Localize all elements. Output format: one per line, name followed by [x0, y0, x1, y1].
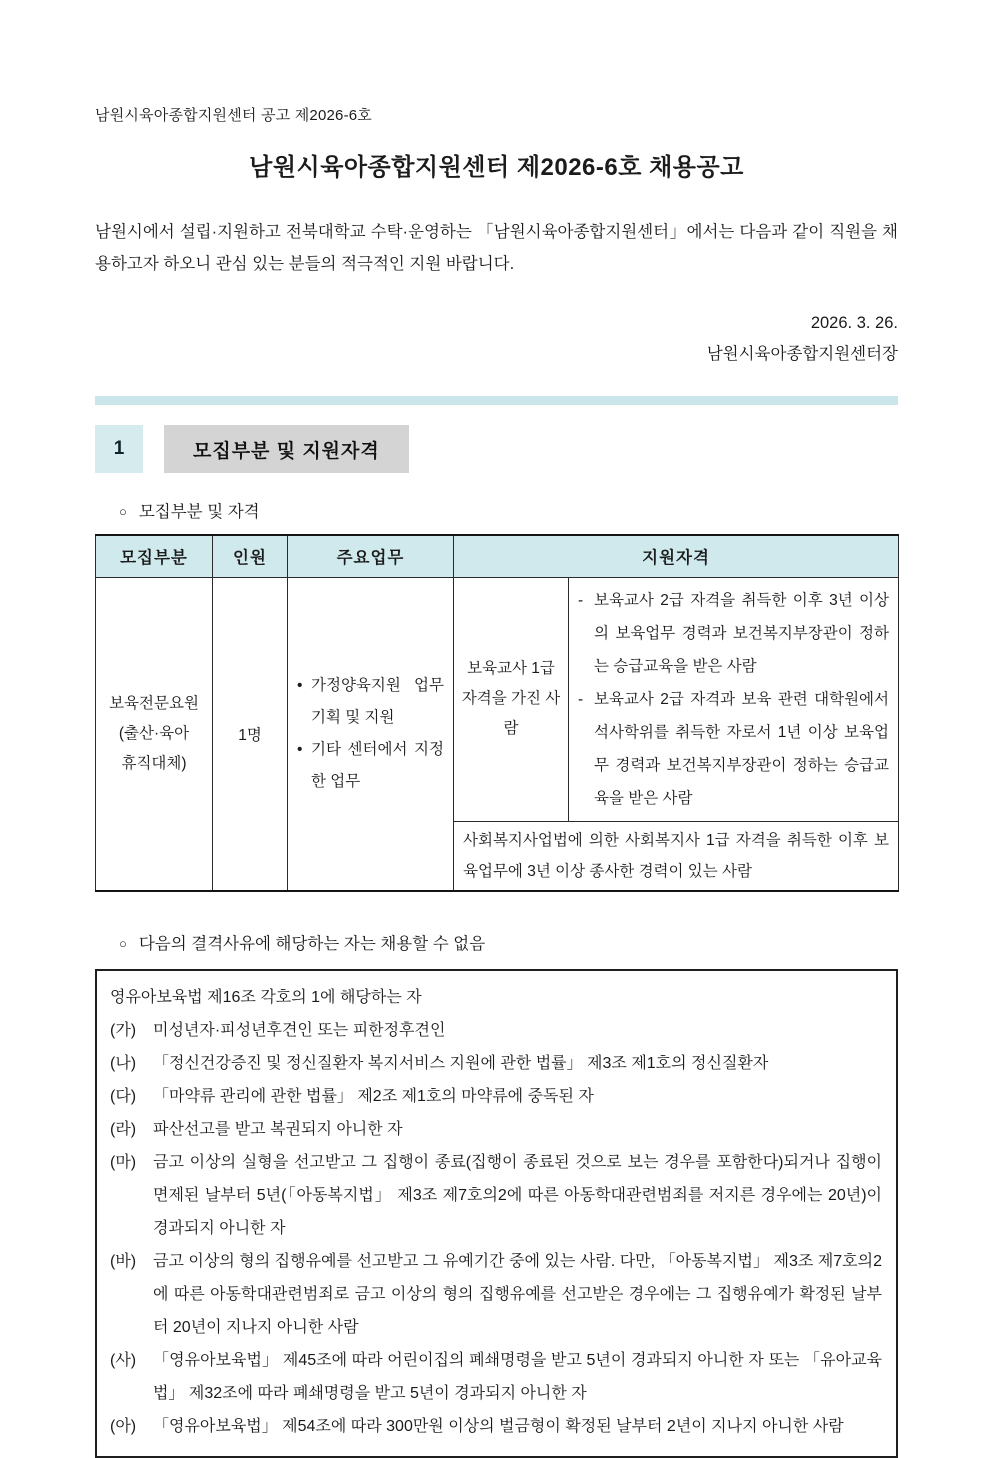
disqualification-item — [110, 1047, 882, 1080]
qualification-detail-text: 보육교사 2급 자격을 취득한 이후 3년 이상의 보육업무 경력과 보건복지부장관이 정하는 승급교육을 받은 사람 — [594, 591, 890, 675]
intro-paragraph: 남원시에서 설립·지원하고 전북대학교 수탁·운영하는 「남원시육아종합지원센터」에서는 다음과 같이 직원을 채용하고자 하오니 관심 있는 분들의 적극적인 지원 바랍니다. — [95, 223, 898, 273]
page-title: 남원시육아종합지원센터 제2026-6호 채용공고 — [249, 154, 744, 181]
disqualification-intro: 영유아보육법 제16조 각호의 1에 해당하는 자 — [110, 988, 422, 1006]
item-label: (사) — [110, 1351, 137, 1369]
disqualification-item — [110, 1245, 882, 1344]
position-line: 보육전문요원 — [109, 694, 199, 712]
item-label: (마) — [110, 1153, 137, 1171]
duty-item — [297, 734, 444, 798]
disqualification-item — [110, 1080, 882, 1113]
qualification-primary-cell: 보육교사 1급 자격을 가진 사람 — [454, 577, 569, 821]
qualification-detail-cell — [569, 577, 899, 821]
duty-text: 가정양육지원 업무 기획 및 지원 — [311, 676, 444, 726]
count-cell: 1명 — [213, 577, 288, 891]
item-label: (다) — [110, 1087, 137, 1105]
doc-number: 남원시육아종합지원센터 공고 제2026-6호 — [95, 107, 372, 124]
item-text: 금고 이상의 형의 집행유예를 선고받고 그 유예기간 중에 있는 사람. 다만, 「아동복지법」 제3조 제7호의2에 따른 아동학대관련범죄로 금고 이상의 형의 집행유예를 선고받은 경우에는 그 집행유예가 확정된 날부터 20년이 지나지 아니한 사람 — [153, 1252, 882, 1336]
item-text: 금고 이상의 실형을 선고받고 그 집행이 종료(집행이 종료된 것으로 보는 경우를 포함한다)되거나 집행이 면제된 날부터 5년(「아동복지법」 제3조 제7호의2에 따른 아동학대관련범죄를 저지른 경우에는 20년)이 경과되지 아니한 자 — [153, 1153, 882, 1237]
document-content — [95, 0, 898, 1458]
header-position: 모집부분 — [96, 535, 213, 577]
item-text: 파산선고를 받고 복권되지 아니한 자 — [153, 1120, 403, 1138]
item-label: (라) — [110, 1120, 137, 1138]
item-text: 「영유아보육법」 제54조에 따라 300만원 이상의 벌금형이 확정된 날부터 2년이 지나지 아니한 사람 — [153, 1417, 844, 1435]
duty-item — [297, 670, 444, 734]
qualification-detail-text: 보육교사 2급 자격과 보육 관련 대학원에서 석사학위를 취득한 자로서 1년 이상 보육업무 경력과 보건복지부장관이 정하는 승급교육을 받은 사람 — [594, 690, 890, 807]
circle-bullet-icon: ○ — [119, 504, 127, 519]
header-duties: 주요업무 — [288, 535, 454, 577]
recruitment-table — [95, 534, 899, 892]
date-block — [95, 308, 898, 370]
position-line: (출산·육아 — [118, 724, 190, 742]
header-qualification: 지원자격 — [454, 535, 899, 577]
qualification-detail-item — [578, 584, 889, 683]
position-line: 휴직대체) — [121, 754, 187, 772]
disqualification-box — [95, 969, 898, 1458]
section-header — [95, 425, 898, 473]
duty-text: 기타 센터에서 지정한 업무 — [311, 740, 444, 790]
position-cell — [96, 577, 213, 891]
table-row — [96, 577, 899, 821]
section-title: 모집부분 및 지원자격 — [164, 425, 409, 473]
bullet-icon: • — [297, 740, 303, 758]
bullet-recruitment-label: 모집부분 및 자격 — [138, 503, 260, 521]
disqualification-item — [110, 1146, 882, 1245]
bullet-recruitment — [95, 498, 898, 522]
table-header-row — [96, 535, 899, 577]
item-text: 「영유아보육법」 제45조에 따라 어린이집의 폐쇄명령을 받고 5년이 경과되지 아니한 자 또는 「유아교육법」 제32조에 따라 폐쇄명령을 받고 5년이 경과되지 아니한 자 — [153, 1351, 882, 1402]
dash-icon: - — [578, 690, 584, 708]
disqualification-item — [110, 1344, 882, 1410]
dash-icon: - — [578, 591, 584, 609]
disqualification-item — [110, 1014, 882, 1047]
bullet-disqualification-label: 다음의 결격사유에 해당하는 자는 채용할 수 없음 — [138, 934, 486, 953]
bullet-icon: • — [297, 676, 303, 694]
disqualification-item — [110, 1410, 882, 1443]
qualification-detail-item — [578, 683, 889, 815]
item-label: (아) — [110, 1417, 137, 1435]
header-count: 인원 — [213, 535, 288, 577]
section-divider-bar — [95, 396, 898, 405]
signer: 남원시육아종합지원센터장 — [706, 345, 898, 363]
item-label: (바) — [110, 1252, 137, 1270]
item-label: (나) — [110, 1054, 137, 1072]
item-text: 「정신건강증진 및 정신질환자 복지서비스 지원에 관한 법률」 제3조 제1호의 정신질환자 — [153, 1054, 769, 1072]
circle-bullet-icon: ○ — [119, 935, 127, 951]
disqualification-item — [110, 1113, 882, 1146]
bullet-disqualification — [95, 930, 898, 954]
qualification-bottom-cell: 사회복지사업법에 의한 사회복지사 1급 자격을 취득한 이후 보육업무에 3년 이상 종사한 경력이 있는 사람 — [454, 821, 899, 891]
duties-cell — [288, 577, 454, 891]
section-number-badge: 1 — [95, 425, 143, 473]
item-label: (가) — [110, 1021, 137, 1039]
announcement-date: 2026. 3. 26. — [810, 314, 898, 332]
item-text: 「마약류 관리에 관한 법률」 제2조 제1호의 마약류에 중독된 자 — [153, 1087, 594, 1105]
item-text: 미성년자·피성년후견인 또는 피한정후견인 — [153, 1021, 446, 1039]
